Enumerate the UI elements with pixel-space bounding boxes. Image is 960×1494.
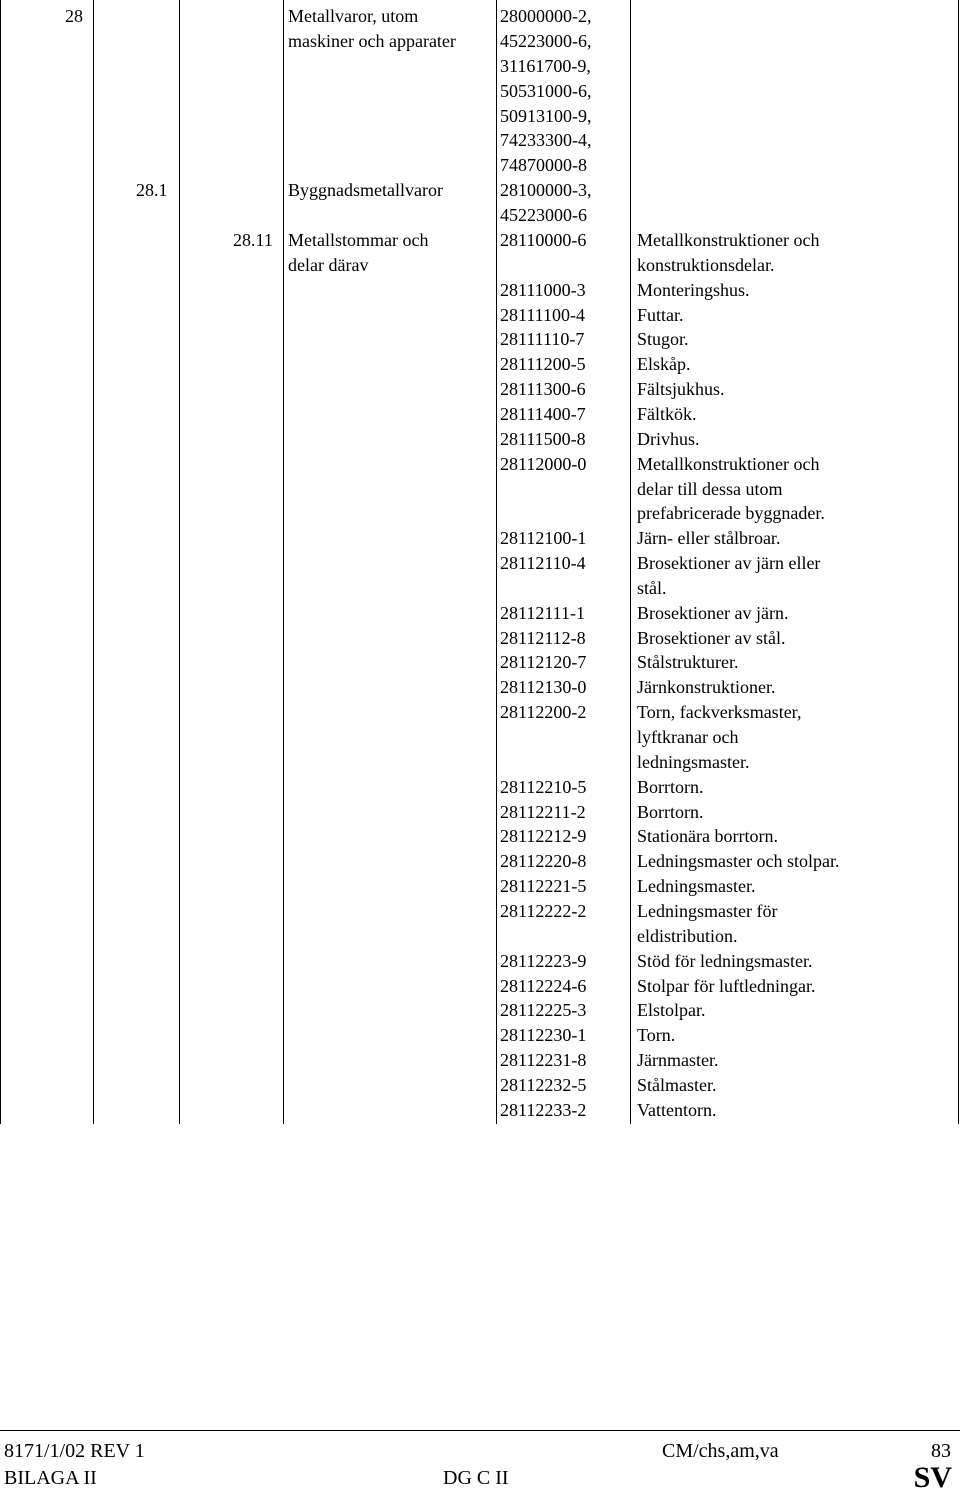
cpv-code: 28112233-2 xyxy=(500,1099,587,1120)
cpv-code: 28112212-9 xyxy=(500,826,587,847)
cpv-description: Vattentorn. xyxy=(637,1099,717,1120)
table-column-rule xyxy=(179,0,180,1124)
heading-name: Byggnadsmetallvaror xyxy=(288,180,443,200)
cpv-code: 50531000-6, xyxy=(500,81,592,101)
cpv-description: Stöd för ledningsmaster. xyxy=(637,950,813,971)
cpv-description: Stugor. xyxy=(637,329,689,350)
cpv-code: 28112231-8 xyxy=(500,1050,587,1071)
cpv-code: 28112120-7 xyxy=(500,652,587,673)
cpv-description: Stationära borrtorn. xyxy=(637,826,778,847)
heading-number: 28.1 xyxy=(136,180,168,200)
cpv-code: 74233300-4, xyxy=(500,130,592,150)
cpv-description: Elskåp. xyxy=(637,354,691,375)
cpv-description: Ledningsmaster och stolpar. xyxy=(637,851,840,872)
cpv-code: 28112112-8 xyxy=(500,627,586,648)
cpv-description: Ledningsmaster för xyxy=(637,900,778,921)
cpv-description: Torn, fackverksmaster, xyxy=(637,702,802,723)
cpv-code: 28112222-2 xyxy=(500,900,587,921)
cpv-code: 28112100-1 xyxy=(500,528,587,549)
heading-name: Metallstommar och xyxy=(288,230,429,250)
cpv-description: ledningsmaster. xyxy=(637,751,750,772)
directorate-label: DG C II xyxy=(443,1467,509,1489)
cpv-code: 28111500-8 xyxy=(500,428,586,449)
cpv-description: Järnkonstruktioner. xyxy=(637,677,776,698)
cpv-description: Fältkök. xyxy=(637,403,697,424)
author-initials: CM/chs,am,va xyxy=(662,1440,779,1462)
cpv-description: Metallkonstruktioner och xyxy=(637,230,820,250)
cpv-description: Ledningsmaster. xyxy=(637,876,756,897)
cpv-description: Brosektioner av stål. xyxy=(637,627,786,648)
heading-name: maskiner och apparater xyxy=(288,31,456,51)
language-code: SV xyxy=(913,1461,952,1494)
cpv-description: Brosektioner av järn. xyxy=(637,602,789,623)
cpv-description: Stålmaster. xyxy=(637,1074,717,1095)
cpv-code: 28000000-2, xyxy=(500,6,592,26)
document-reference: 8171/1/02 REV 1 xyxy=(4,1440,145,1462)
cpv-description: Järnmaster. xyxy=(637,1050,719,1071)
cpv-code: 28112224-6 xyxy=(500,975,587,996)
cpv-description: lyftkranar och xyxy=(637,727,739,747)
cpv-code: 28112225-3 xyxy=(500,1000,587,1021)
cpv-description: stål. xyxy=(637,577,667,598)
cpv-description: Torn. xyxy=(637,1025,676,1046)
cpv-code: 28112000-0 xyxy=(500,453,587,474)
table-column-rule xyxy=(283,0,284,1124)
cpv-description: Futtar. xyxy=(637,304,684,325)
table-column-rule xyxy=(958,0,959,1124)
cpv-description: Fältsjukhus. xyxy=(637,379,725,400)
cpv-code: 74870000-8 xyxy=(500,155,587,175)
page-number: 83 xyxy=(931,1440,951,1462)
cpv-description: eldistribution. xyxy=(637,925,738,946)
cpv-code: 28100000-3, xyxy=(500,180,592,200)
cpv-code: 28112223-9 xyxy=(500,950,587,971)
cpv-code: 45223000-6, xyxy=(500,31,592,51)
cpv-code: 28112200-2 xyxy=(500,702,587,723)
cpv-description: konstruktionsdelar. xyxy=(637,254,775,275)
heading-number: 28.11 xyxy=(233,230,273,250)
cpv-code: 31161700-9, xyxy=(500,56,591,76)
table-column-rule xyxy=(630,0,631,1124)
cpv-code: 28112230-1 xyxy=(500,1025,587,1046)
cpv-description: delar till dessa utom xyxy=(637,478,783,499)
cpv-code: 45223000-6 xyxy=(500,205,587,225)
annex-label: BILAGA II xyxy=(4,1467,97,1489)
cpv-description: Drivhus. xyxy=(637,428,700,449)
cpv-description: Brosektioner av järn eller xyxy=(637,553,821,574)
footer-rule xyxy=(0,1430,960,1431)
table-column-rule xyxy=(496,0,497,1124)
cpv-code: 28111000-3 xyxy=(500,279,586,300)
heading-number: 28 xyxy=(65,6,83,26)
table-column-rule xyxy=(93,0,94,1124)
cpv-code: 28112221-5 xyxy=(500,876,587,897)
cpv-description: Borrtorn. xyxy=(637,801,704,822)
cpv-description: Metallkonstruktioner och xyxy=(637,453,820,474)
cpv-description: Monteringshus. xyxy=(637,279,750,300)
cpv-code: 28112130-0 xyxy=(500,677,587,698)
table-column-rule xyxy=(0,0,1,1124)
cpv-description: Elstolpar. xyxy=(637,1000,706,1021)
cpv-code: 28111200-5 xyxy=(500,354,586,375)
cpv-code: 28111400-7 xyxy=(500,403,586,424)
cpv-description: prefabricerade byggnader. xyxy=(637,503,825,524)
cpv-code: 50913100-9, xyxy=(500,106,592,126)
cpv-description: Borrtorn. xyxy=(637,776,704,797)
cpv-code: 28111300-6 xyxy=(500,379,586,400)
cpv-description: Stolpar för luftledningar. xyxy=(637,975,816,996)
cpv-code: 28112110-4 xyxy=(500,553,586,574)
heading-name: Metallvaror, utom xyxy=(288,6,419,26)
cpv-code: 28112211-2 xyxy=(500,801,586,822)
cpv-code: 28112111-1 xyxy=(500,602,585,623)
cpv-code: 28112210-5 xyxy=(500,776,587,797)
cpv-code: 28111100-4 xyxy=(500,304,585,325)
cpv-code: 28112220-8 xyxy=(500,851,587,872)
cpv-code: 28110000-6 xyxy=(500,230,587,250)
cpv-description: Stålstrukturer. xyxy=(637,652,739,673)
cpv-code: 28111110-7 xyxy=(500,329,585,350)
heading-name: delar därav xyxy=(288,255,369,275)
cpv-code: 28112232-5 xyxy=(500,1074,587,1095)
cpv-description: Järn- eller stålbroar. xyxy=(637,528,781,549)
